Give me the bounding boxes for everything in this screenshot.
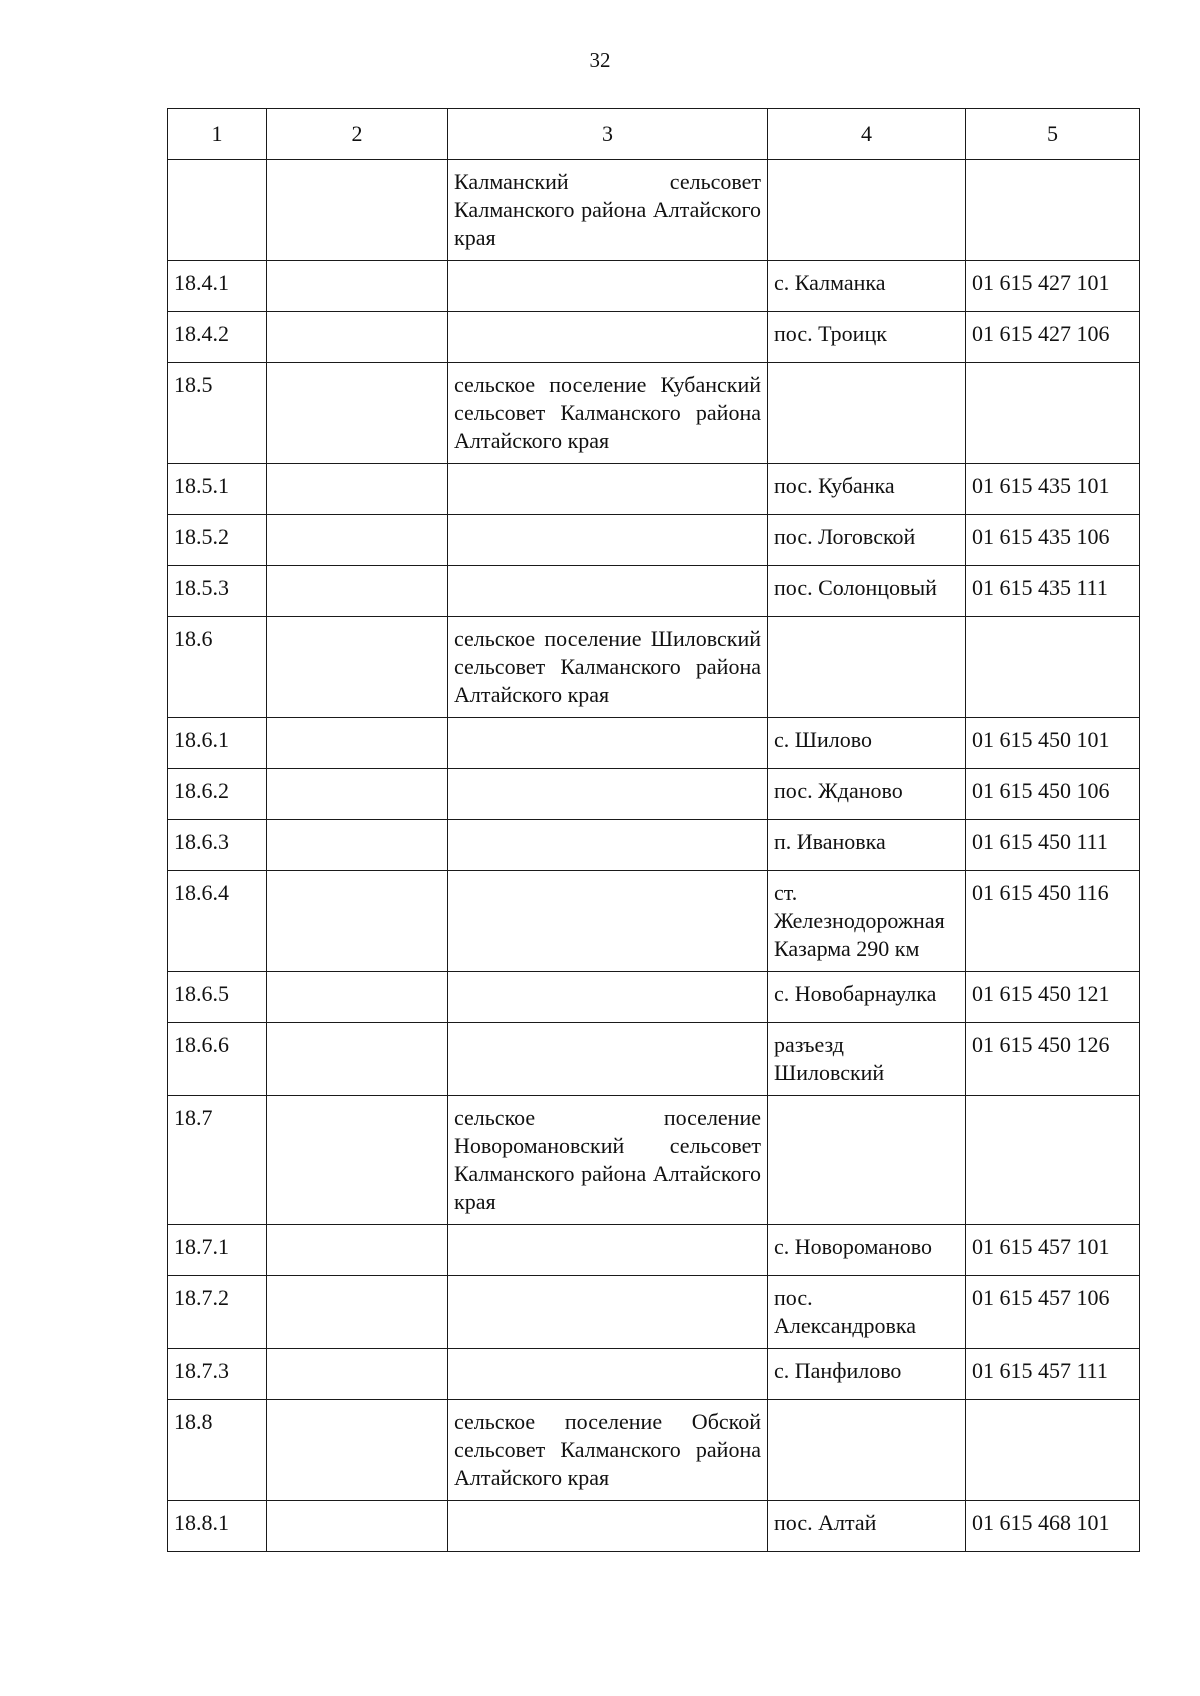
oktmo-code: 01 615 435 101 [966,464,1140,515]
settlement-name [768,160,966,261]
municipality-name [448,718,768,769]
table-row [168,972,1140,1023]
municipality-name [448,1023,768,1096]
municipality-name [448,1225,768,1276]
row-number: 18.5.1 [168,464,267,515]
table-row [168,1400,1140,1501]
table-row [168,617,1140,718]
table-row [168,1349,1140,1400]
settlement-name: пос. Троицк [768,312,966,363]
settlement-name: с. Панфилово [768,1349,966,1400]
settlement-name [768,363,966,464]
row-number: 18.5.2 [168,515,267,566]
row-number: 18.6.2 [168,769,267,820]
settlement-name: пос. Кубанка [768,464,966,515]
table-row [168,871,1140,972]
municipality-name: Калманский сельсовет Калманского района Алтайского края [448,160,768,261]
settlement-name: с. Калманка [768,261,966,312]
page-number: 32 [589,48,611,72]
table-row [168,769,1140,820]
row-number: 18.4.1 [168,261,267,312]
municipality-name [448,1501,768,1552]
row-number: 18.7 [168,1096,267,1225]
row-col-2 [267,1501,448,1552]
oktmo-code: 01 615 435 106 [966,515,1140,566]
row-number: 18.6.6 [168,1023,267,1096]
oktmo-code [966,1400,1140,1501]
table-row [168,566,1140,617]
municipality-name [448,312,768,363]
header-col-1: 1 [168,109,267,160]
municipality-name [448,820,768,871]
oktmo-code [966,617,1140,718]
oktmo-code: 01 615 450 106 [966,769,1140,820]
settlement-name: пос. Алтай [768,1501,966,1552]
row-col-2 [267,769,448,820]
settlement-name: п. Ивановка [768,820,966,871]
municipality-name: сельское поселение Обской сельсовет Калманского района Алтайского края [448,1400,768,1501]
row-col-2 [267,617,448,718]
oktmo-code: 01 615 450 121 [966,972,1140,1023]
settlement-name: ст. Железнодорожная Казарма 290 км [768,871,966,972]
oktmo-code: 01 615 427 106 [966,312,1140,363]
table-row [168,261,1140,312]
row-number: 18.7.3 [168,1349,267,1400]
municipality-name [448,1276,768,1349]
row-number: 18.7.2 [168,1276,267,1349]
row-col-2 [267,1225,448,1276]
municipality-name [448,515,768,566]
settlement-name: пос. Логовской [768,515,966,566]
oktmo-code: 01 615 457 111 [966,1349,1140,1400]
municipality-name [448,972,768,1023]
row-col-2 [267,1349,448,1400]
header-col-2: 2 [267,109,448,160]
table-row [168,718,1140,769]
table-row [168,1096,1140,1225]
oktmo-code: 01 615 457 106 [966,1276,1140,1349]
oktmo-code: 01 615 435 111 [966,566,1140,617]
oktmo-code: 01 615 450 101 [966,718,1140,769]
oktmo-code: 01 615 450 116 [966,871,1140,972]
table-row [168,515,1140,566]
oktmo-code [966,363,1140,464]
settlement-name: пос. Жданово [768,769,966,820]
row-number: 18.6.4 [168,871,267,972]
row-col-2 [267,718,448,769]
municipality-name [448,871,768,972]
row-col-2 [267,1276,448,1349]
row-col-2 [267,1400,448,1501]
row-col-2 [267,566,448,617]
settlement-name [768,1400,966,1501]
row-number [168,160,267,261]
row-number: 18.8.1 [168,1501,267,1552]
row-col-2 [267,1023,448,1096]
settlements-table [167,108,1140,1552]
row-col-2 [267,160,448,261]
oktmo-code: 01 615 450 126 [966,1023,1140,1096]
row-col-2 [267,871,448,972]
table-row [168,160,1140,261]
settlement-name: с. Новороманово [768,1225,966,1276]
row-col-2 [267,972,448,1023]
settlement-name: с. Новобарнаулка [768,972,966,1023]
municipality-name: сельское поселение Кубанский сельсовет Калманского района Алтайского края [448,363,768,464]
oktmo-code: 01 615 450 111 [966,820,1140,871]
row-col-2 [267,312,448,363]
table-row [168,1023,1140,1096]
row-number: 18.6.1 [168,718,267,769]
header-col-3: 3 [448,109,768,160]
settlement-name: разъезд Шиловский [768,1023,966,1096]
row-number: 18.5 [168,363,267,464]
oktmo-code: 01 615 468 101 [966,1501,1140,1552]
oktmo-code: 01 615 427 101 [966,261,1140,312]
settlement-name: пос. Александровка [768,1276,966,1349]
row-col-2 [267,1096,448,1225]
oktmo-code: 01 615 457 101 [966,1225,1140,1276]
row-col-2 [267,261,448,312]
header-row [168,109,1140,160]
row-col-2 [267,363,448,464]
row-col-2 [267,515,448,566]
table-row [168,1276,1140,1349]
row-col-2 [267,464,448,515]
oktmo-code [966,1096,1140,1225]
municipality-name: сельское поселение Шиловский сельсовет Калманского района Алтайского края [448,617,768,718]
header-col-4: 4 [768,109,966,160]
row-number: 18.6.5 [168,972,267,1023]
table-row [168,312,1140,363]
table-body [168,160,1140,1552]
municipality-name [448,464,768,515]
municipality-name [448,1349,768,1400]
oktmo-code [966,160,1140,261]
row-number: 18.6 [168,617,267,718]
row-col-2 [267,820,448,871]
settlement-name: с. Шилово [768,718,966,769]
row-number: 18.6.3 [168,820,267,871]
table-row [168,363,1140,464]
row-number: 18.8 [168,1400,267,1501]
settlement-name [768,617,966,718]
header-col-5: 5 [966,109,1140,160]
settlement-name [768,1096,966,1225]
table-row [168,464,1140,515]
municipality-name [448,769,768,820]
row-number: 18.5.3 [168,566,267,617]
table-row [168,1501,1140,1552]
row-number: 18.4.2 [168,312,267,363]
municipality-name [448,261,768,312]
table-row [168,820,1140,871]
settlement-name: пос. Солонцовый [768,566,966,617]
municipality-name [448,566,768,617]
municipality-name: сельское поселение Новоромановский сельсовет Калманского района Алтайского края [448,1096,768,1225]
row-number: 18.7.1 [168,1225,267,1276]
table-row [168,1225,1140,1276]
